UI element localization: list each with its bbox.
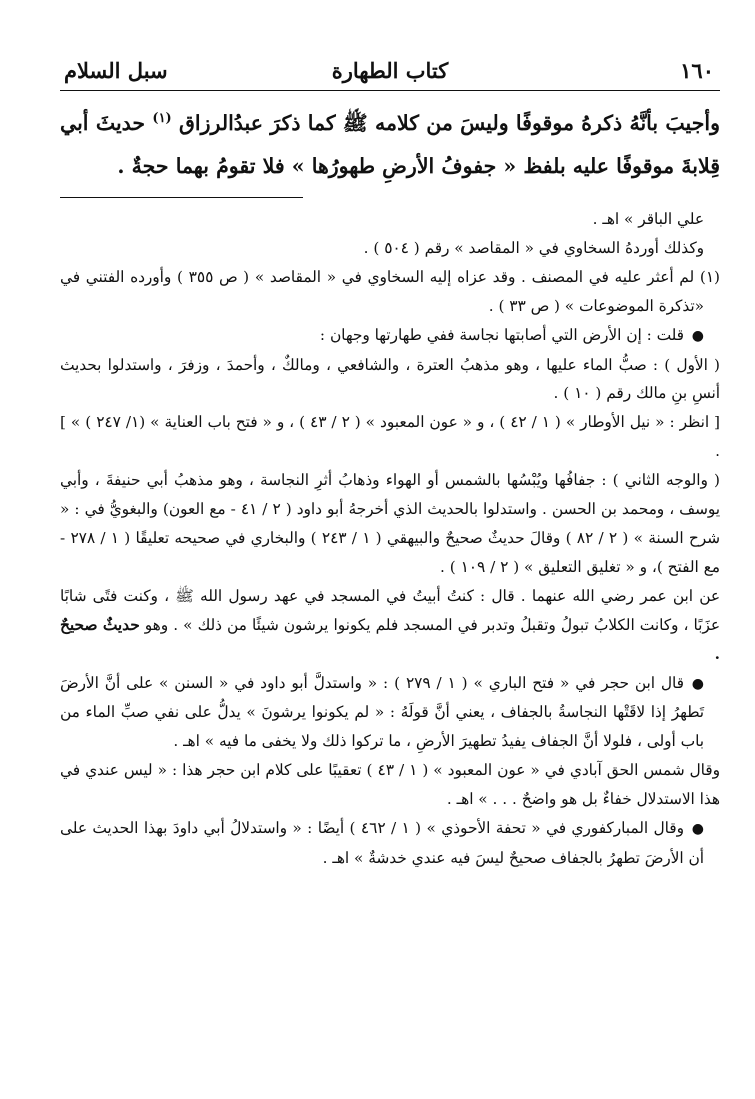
note-paragraph-4 [60, 321, 720, 351]
main-line-2: أبي قِلابةَ موقوفًا عليه بلفظ « جفوفُ الأرضِ طهورُها » فلا تقومُ بهما حجةٌ . [60, 111, 720, 178]
footnote-marker: (١) [152, 111, 172, 127]
footnote-1: (١) لم أعثر عليه في المصنف . وقد عزاه إليه السخاوي في « المقاصد » ( ص ٣٥٥ ) وأورده الفتني في «تذكرة الموضوعات » ( ص ٣٣ ) . [60, 267, 720, 315]
page-number: ١٦٠ [680, 58, 714, 83]
note-text-4: قلت : إن الأرض التي أصابتها نجاسة ففي طهارتها وجهان : [319, 325, 684, 344]
footnotes [60, 205, 720, 873]
note-paragraph-7: ( والوجه الثاني ) : جفافُها ويُبْسُها بالشمس أو الهواء وذهابُ أثرِ النجاسة ، وهو مذهبُ أبي حنيفةَ ، وأبي يوسف ، ومحمد بن الحسن . واستدلوا بالحديث الذي أخرجهُ أبو داود ( ٢ / ٤١ - مع العون) والبغويُّ في : « شرح السنة » ( ٢ / ٨٢ ) وقالَ حديثٌ صحيحٌ والبيهقي ( ١ / ٢٤٣ ) والبخاري في صحيحه تعليقًا ( ١ / ٢٧٨ - مع الفتح )، و « تغليق التعليق » ( ٢ / ١٠٩ ) . [60, 471, 720, 576]
main-paragraph [60, 102, 720, 188]
main-text [60, 102, 720, 188]
main-line-1: وأجيبَ بأنَّهُ ذكرهُ موقوفًا وليسَ من كلامه ﷺ كما ذكرَ عبدُالرزاق [179, 111, 721, 135]
series-title: سبل السلام [64, 58, 168, 83]
book-page [60, 50, 720, 1080]
note-paragraph-8 [60, 582, 720, 669]
note-paragraph-1: علي الباقر » اهـ . [592, 210, 704, 228]
hadith-grade: حديثٌ صحيحٌ . [60, 615, 720, 663]
note-text-11: وقال المباركفوري في « تحفة الأحوذي » ( ١ / ٤٦٢ ) أيضًا : « واستدلالُ أبي داودَ بهذا الحديث على أن الأرضَ تطهرُ بالجفاف صحيحٌ ليسَ فيه عندي خدشةٌ » اهـ . [60, 819, 704, 867]
note-paragraph-11 [60, 814, 720, 873]
note-paragraph-2: وكذلك أوردهُ السخاوي في « المقاصد » رقم ( ٥٠٤ ) . [363, 238, 704, 257]
note-paragraph-10: وقال شمس الحق آبادي في « عون المعبود » ( ١ / ٤٣ ) تعقيبًا على كلام ابن حجر هذا : « ليس عندي في هذا الاستدلال خفاءٌ بل هو واضحٌ . . . » اهـ . [60, 761, 720, 809]
header-rule [60, 90, 720, 91]
bullet-icon: ● [691, 675, 704, 692]
book-title: كتاب الطهارة [331, 58, 449, 83]
note-paragraph-5: ( الأول ) : صبُّ الماء عليها ، وهو مذهبُ العترة ، والشافعي ، ومالكٌ ، وأحمدَ ، وزفرَ ، واستدلوا بحديث أنسِ بنِ مالك رقم ( ١٠ ) . [60, 355, 720, 403]
note-text-8: عن ابن عمر رضي الله عنهما . قال : كنتُ أبيتُ في المسجد في عهد رسول الله ﷺ ، وكنت فتًى شابًا عزَبًا ، وكانت الكلابُ تبولُ وتقبلُ وتدبر في المسجد فلم يكونوا يرشون شيئًا من ذلك » . وهو [60, 586, 720, 634]
bullet-icon: ● [691, 821, 704, 838]
footnote-rule [60, 197, 303, 198]
note-paragraph-6: [ انظر : « نيل الأوطار » ( ١ / ٤٢ ) ، و « عون المعبود » ( ٢ / ٤٣ ) ، و « فتح باب العناية » (١/ ٢٤٧ ) » ] . [60, 413, 721, 461]
note-text-9: قال ابن حجر في « فتح الباري » ( ١ / ٢٧٩ ) : « واستدلَّ أبو داود في « السنن » على أنَّ الأرضَ تَطهرُ إذا لاقَتْها النجاسةُ بالجفاف ، يعني أنَّ قولَهُ : « لم يكونوا يرشونَ » يدلُّ على نفي صبِّ الماء من باب أولى ، فلولا أنَّ الجفاف يفيدُ تطهيرَ الأرضِ ، ما تركوا ذلك ولا يخفى ما فيه » اهـ . [60, 673, 704, 751]
note-paragraph-9 [60, 669, 720, 757]
main-line-1-end: حديثَ [95, 111, 146, 135]
page-header [60, 58, 720, 92]
bullet-icon: ● [691, 327, 704, 344]
